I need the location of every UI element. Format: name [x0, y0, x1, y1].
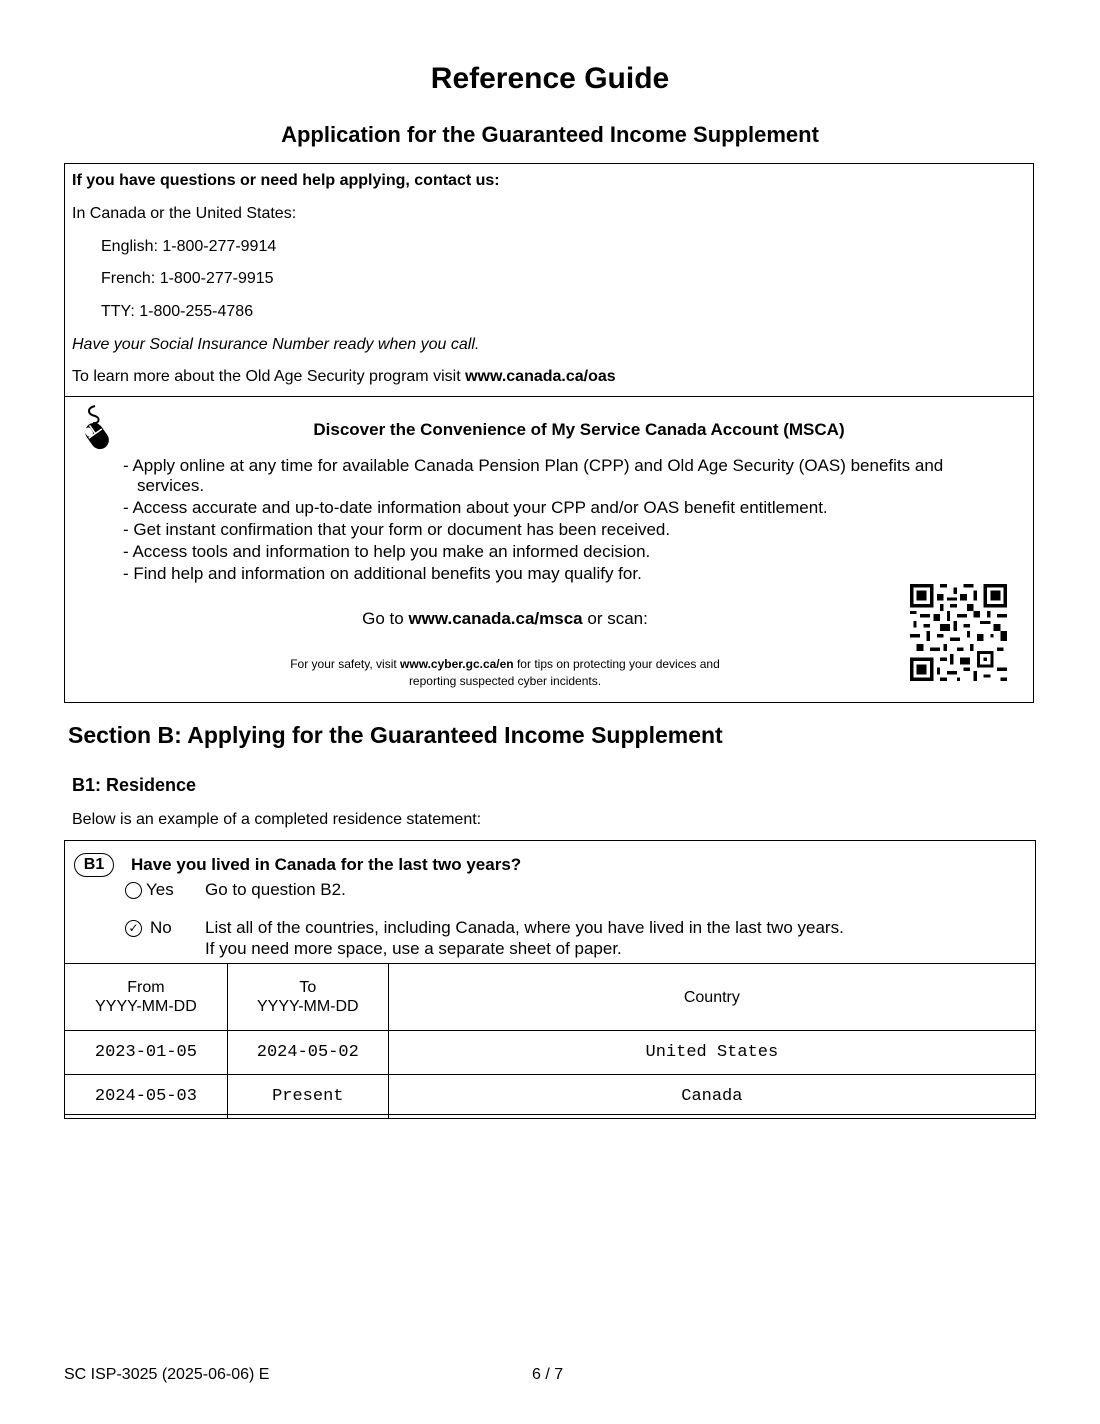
col-from: From YYYY-MM-DD: [65, 964, 228, 1031]
safety-note: [65, 656, 945, 690]
safety-suffix: for tips on protecting your devices and: [513, 657, 720, 671]
question-badge: B1: [74, 853, 114, 877]
msca-benefits-list: [123, 456, 1003, 586]
no-label: No: [150, 918, 172, 937]
country-cell[interactable]: Canada: [388, 1075, 1035, 1119]
no-instruction-2: If you need more space, use a separate sheet of paper.: [205, 939, 622, 958]
safety-prefix: For your safety, visit: [290, 657, 401, 671]
list-item: - Apply online at any time for available Canada Pension Plan (CPP) and Old Age Security (OAS) benefits and services.: [123, 456, 944, 495]
list-item: - Find help and information on additional benefits you may qualify for.: [123, 564, 642, 583]
section-b-title: Section B: Applying for the Guaranteed Income Supplement: [68, 722, 723, 748]
page-title: Reference Guide: [430, 62, 670, 95]
b1-heading: B1: Residence: [72, 775, 197, 795]
table-row: [65, 1075, 1036, 1119]
table-row: [65, 1031, 1036, 1075]
learn-more: [72, 367, 616, 387]
oas-link[interactable]: www.canada.ca/oas: [465, 368, 616, 385]
from-cell[interactable]: 2023-01-05: [65, 1031, 228, 1075]
msca-link[interactable]: www.canada.ca/msca: [408, 609, 583, 628]
yes-instruction: Go to question B2.: [205, 880, 346, 899]
to-cell[interactable]: Present: [227, 1075, 388, 1119]
page-number: 6 / 7: [532, 1366, 564, 1383]
residence-table: [64, 963, 1036, 1119]
qr-code[interactable]: [910, 584, 1007, 681]
goto-suffix: or scan:: [582, 609, 648, 628]
form-code: SC ISP-3025 (2025-06-06) E: [64, 1366, 270, 1383]
phone-english: English: 1-800-277-9914: [101, 238, 277, 255]
country-cell[interactable]: United States: [388, 1031, 1035, 1075]
list-item: - Get instant confirmation that your form or document has been received.: [123, 520, 671, 539]
col-country: Country: [388, 964, 1035, 1031]
phone-tty: TTY: 1-800-255-4786: [101, 303, 254, 320]
msca-goto: [65, 609, 945, 629]
sin-note: Have your Social Insurance Number ready when you call.: [72, 336, 480, 353]
col-to: To YYYY-MM-DD: [227, 964, 388, 1031]
contact-heading: If you have questions or need help applying, contact us:: [72, 172, 500, 189]
example-intro: Below is an example of a completed residence statement:: [72, 811, 482, 828]
page-subtitle: Application for the Guaranteed Income Supplement: [281, 122, 819, 147]
msca-title: Discover the Convenience of My Service Canada Account (MSCA): [313, 420, 845, 439]
cyber-link[interactable]: www.cyber.gc.ca/en: [400, 657, 514, 671]
section-divider: [65, 396, 1033, 397]
phone-french: French: 1-800-277-9915: [101, 270, 274, 287]
list-item: - Access tools and information to help you make an informed decision.: [123, 542, 651, 561]
residence-question-box: [64, 840, 1036, 1115]
to-cell[interactable]: 2024-05-02: [227, 1031, 388, 1075]
from-cell[interactable]: 2024-05-03: [65, 1075, 228, 1119]
contact-box: [64, 163, 1034, 703]
question-text: Have you lived in Canada for the last two years?: [131, 855, 522, 874]
list-item: - Access accurate and up-to-date information about your CPP and/or OAS benefit entitlement.: [123, 498, 828, 517]
no-radio-checked[interactable]: ✓: [125, 920, 142, 937]
table-header-row: [65, 964, 1036, 1031]
no-instruction-1: List all of the countries, including Canada, where you have lived in the last two years.: [205, 918, 844, 937]
contact-region: In Canada or the United States:: [72, 205, 297, 222]
goto-prefix: Go to: [362, 609, 409, 628]
yes-label: Yes: [146, 880, 174, 899]
safety-line2: reporting suspected cyber incidents.: [408, 674, 602, 688]
yes-radio[interactable]: [125, 882, 142, 899]
learn-more-text: To learn more about the Old Age Security program visit: [72, 368, 466, 385]
